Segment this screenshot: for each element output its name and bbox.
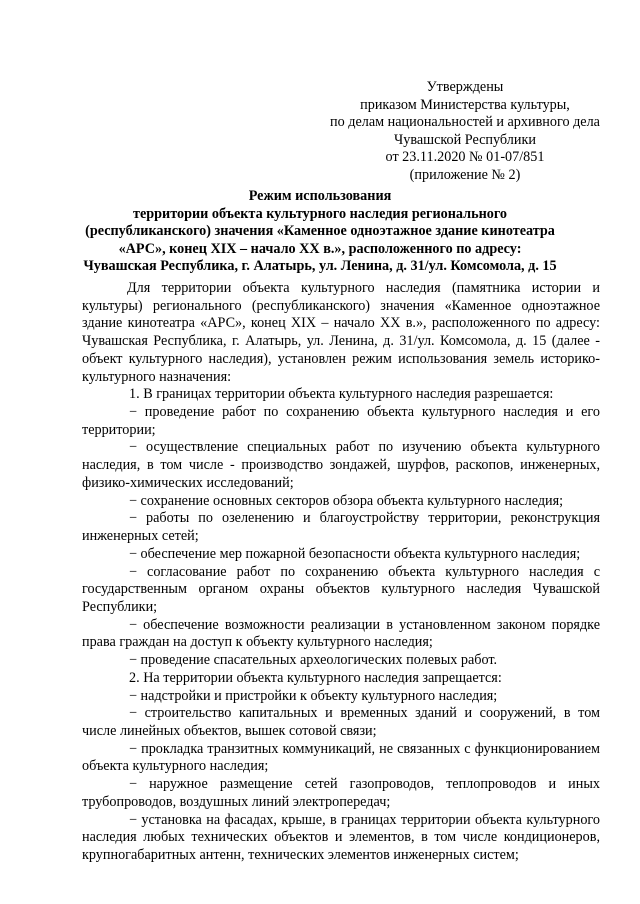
list-item: − обеспечение возможности реализации в установленном законом порядке права граждан на доступ к объекту культурного наследия;	[82, 616, 600, 651]
section-1-heading: 1. В границах территории объекта культурного наследия разрешается:	[129, 386, 554, 403]
list-item: − согласование работ по сохранению объекта культурного наследия с государственным органом охраны объектов культурного наследия Чувашской Республики;	[82, 563, 600, 615]
list-item: − установка на фасадах, крыше, в границах территории объекта культурного наследия любых технических объектов и элементов, в том числе кондиционеров, крупногабаритных антенн, технических элементов инженерных систем;	[82, 811, 600, 863]
title-line: (республиканского) значения «Каменное одноэтажное здание кинотеатра	[85, 223, 555, 240]
list-item: − строительство капитальных и временных зданий и сооружений, в том числе линейных объектов, вышек сотовой связи;	[82, 705, 600, 739]
list-item: − сохранение основных секторов обзора объекта культурного наследия;	[129, 492, 564, 509]
list-item: − прокладка транзитных коммуникаций, не связанных с функционированием объекта культурного наследия;	[82, 740, 600, 775]
title-line: «АРС», конец XIX – начало XX в.», расположенного по адресу:	[118, 240, 522, 257]
intro-paragraph: Для территории объекта культурного наследия (памятника истории и культуры) регионального (республиканского) значения «Каменное одноэтажное здание кинотеатра «АРС», конец XIX – начало XX в.», расположенного по адресу: Чувашская Республика, г. Алатырь, ул. Ленина, д. 31/ул. Комсомола, д. 15 (далее - объект культурного наследия), установлен режим использования земель историко-культурного назначения:	[82, 280, 600, 385]
list-item: − обеспечение мер пожарной безопасности объекта культурного наследия;	[129, 545, 581, 562]
section-2-heading: 2. На территории объекта культурного наследия запрещается:	[129, 669, 502, 686]
title-line: Чувашская Республика, г. Алатырь, ул. Ленина, д. 31/ул. Комсомола, д. 15	[83, 258, 557, 275]
approval-line: Чувашской Республики	[394, 131, 536, 148]
approval-block	[300, 79, 630, 185]
list-item: − работы по озеленению и благоустройству территории, реконструкция инженерных сетей;	[82, 510, 600, 545]
approval-line: (приложение № 2)	[409, 166, 521, 183]
list-item: − проведение спасательных археологических полевых работ.	[129, 652, 498, 669]
title-line: территории объекта культурного наследия регионального	[132, 205, 508, 222]
list-item: − наружное размещение сетей газопроводов, теплопроводов и иных трубопроводов, воздушных линий электропередач;	[82, 776, 600, 810]
list-item: − проведение работ по сохранению объекта культурного наследия и его территории;	[82, 404, 600, 438]
approval-line: приказом Министерства культуры,	[360, 96, 570, 113]
document-title	[40, 188, 600, 276]
list-item: − надстройки и пристройки к объекту культурного наследия;	[129, 687, 498, 704]
document-body	[82, 280, 600, 865]
approval-line: Утверждены	[426, 79, 504, 95]
list-item: − осуществление специальных работ по изучению объекта культурного наследия, в том числе - производство зондажей, шурфов, раскопов, инженерных, физико-химических исследований;	[82, 439, 600, 491]
approval-line: от 23.11.2020 № 01-07/851	[385, 149, 545, 166]
title-line: Режим использования	[248, 188, 392, 204]
approval-line: по делам национальностей и архивного дела	[330, 114, 600, 131]
